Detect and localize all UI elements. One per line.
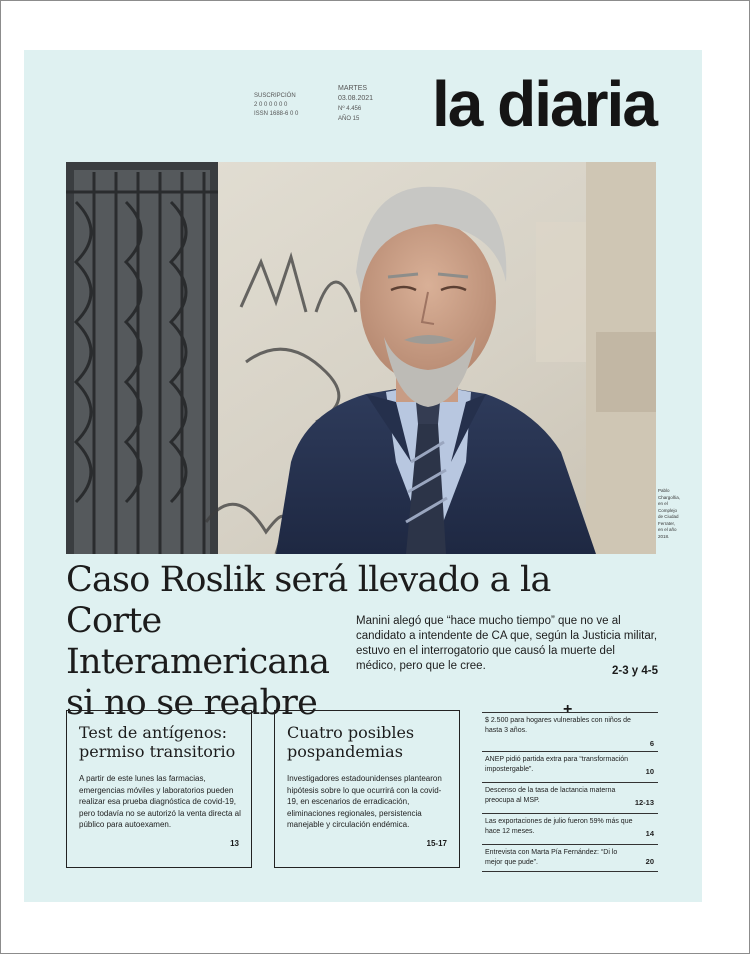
brief-page: 10 (645, 767, 654, 776)
story-box-title: Cuatro posibles pospandemias (287, 723, 415, 761)
caption-line: Ferrater, (658, 520, 676, 526)
lead-photo[interactable] (66, 162, 656, 554)
headline-line: Caso Roslik será llevado a la Corte (66, 560, 551, 641)
brief-item[interactable] (482, 782, 658, 813)
brief-text: $ 2.500 para hogares vulnerables con niños de hasta 3 años. (485, 717, 631, 734)
photo-caption (658, 488, 700, 540)
caption-line: Pablo (658, 488, 670, 493)
caption-line: Complejo (658, 507, 678, 513)
meta-line: SUSCRIPCIÓN (254, 93, 296, 99)
caption-line: de Ciudad (658, 514, 679, 519)
meta-weekday: MARTES (338, 85, 368, 92)
plus-icon: + (563, 701, 573, 718)
masthead-meta-right (338, 84, 373, 124)
meta-line: 2 0 0 0 0 0 0 (254, 102, 288, 108)
headline-line: Interamericana (66, 642, 330, 682)
brief-page: 20 (645, 857, 654, 866)
meta-issue: Nº 4.456 (338, 106, 362, 112)
brief-item[interactable] (482, 813, 658, 844)
brief-page: 12-13 (634, 798, 654, 807)
brief-page: 6 (649, 739, 654, 748)
story-box-body: A partir de este lunes las farmacias, emergencias móviles y laboratorios pueden realizar esa prueba diagnóstica de covid-19, pero todavía no se autorizó la venta directa al público para autoexamen. (79, 774, 241, 830)
story-box-body: Investigadores estadounidenses plantearon hipótesis sobre lo que ocurrirá con la covid-19, en escenarios de erradicación, eliminaciones regionales, persistencia manejable y circulación endémica. (287, 774, 442, 830)
story-box-page: 13 (230, 839, 239, 848)
meta-line: ISSN 1688-6 0 0 (254, 111, 299, 117)
headline-page-ref: 2-3 y 4-5 (611, 665, 658, 677)
meta-date: 03.08.2021 (338, 95, 374, 102)
brief-page: 14 (645, 829, 654, 838)
newspaper-logo[interactable]: la diaria (432, 68, 656, 140)
brief-text: Descenso de la tasa de lactancia materna preocupa al MSP. (485, 787, 616, 804)
lead-photo-illustration (66, 162, 656, 554)
headline-line: si no se reabre (66, 683, 317, 723)
brief-text: Las exportaciones de julio fueron 59% más que hace 12 meses. (485, 818, 633, 835)
brief-item[interactable] (482, 712, 658, 751)
caption-line: Chargoñia, (658, 494, 681, 500)
story-box-postpandemic[interactable] (274, 710, 460, 868)
brief-item[interactable] (482, 751, 658, 782)
brief-text: Entrevista con Marta Pía Fernández: “Di lo mejor que pude”. (485, 849, 618, 866)
brief-item[interactable] (482, 844, 658, 872)
caption-line: en el (658, 501, 668, 506)
brief-text: ANEP pidió partida extra para “transformación impostergable”. (485, 756, 629, 773)
headline-deck: Manini alegó que “hace mucho tiempo” que no ve al candidato a intendente de CA que, según la Justicia militar, estuvo en el interrogatorio que causó la muerte del médico, pero que le cree. (356, 615, 658, 672)
story-box-page: 15-17 (426, 839, 447, 848)
caption-line: 2018. (658, 533, 670, 539)
story-box-antigen[interactable] (66, 710, 252, 868)
masthead-meta-left (254, 92, 298, 119)
caption-line: en el año (658, 527, 677, 532)
story-box-title: Test de antígenos: permiso transitorio (79, 723, 236, 761)
meta-year: AÑO 15 (338, 116, 360, 122)
